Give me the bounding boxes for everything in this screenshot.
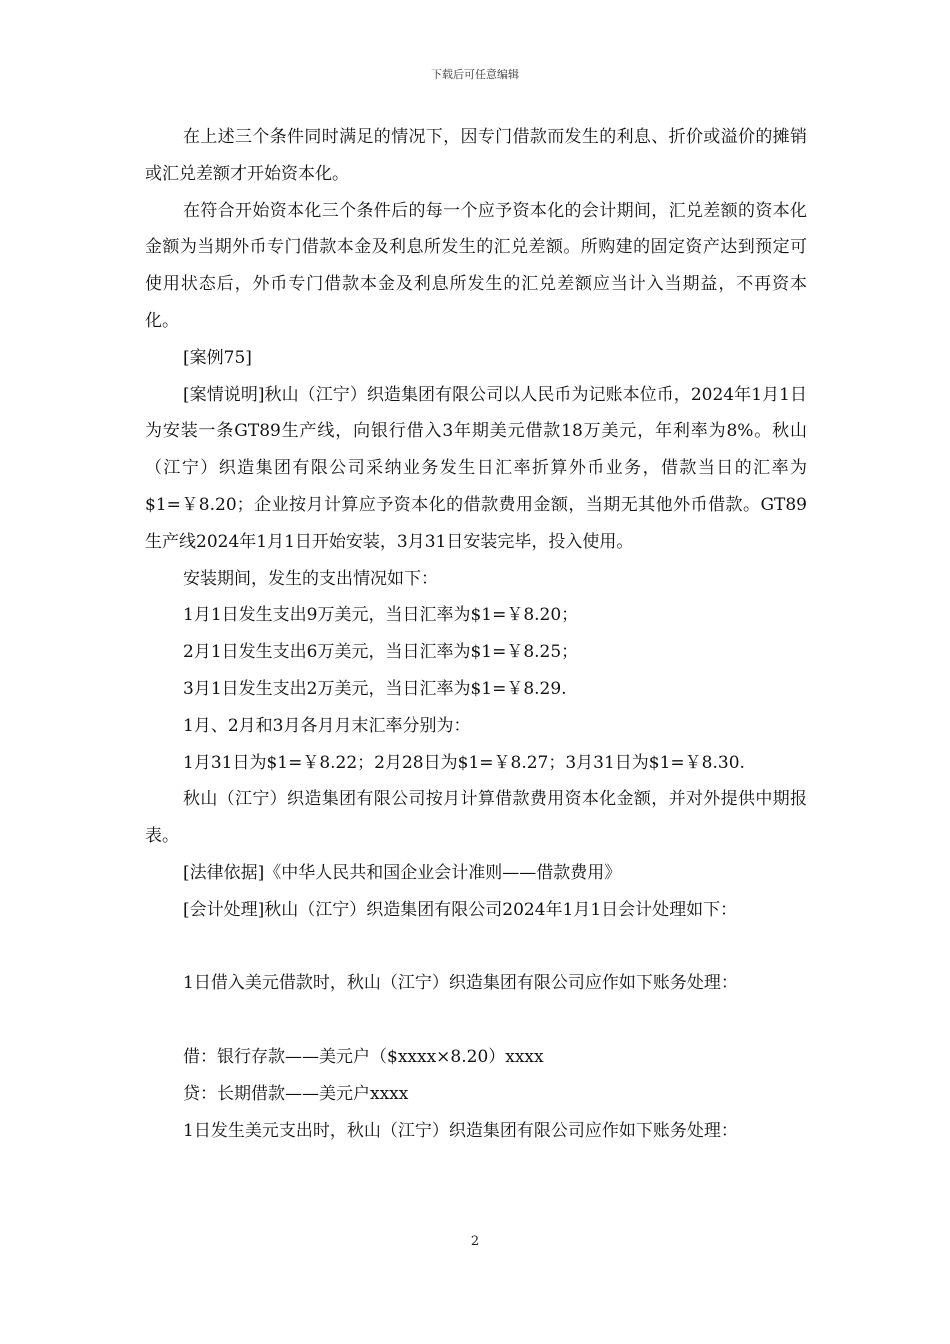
- credit-entry: 贷：长期借款——美元户xxxx: [183, 1083, 409, 1104]
- case-number: [案例75]: [183, 347, 252, 368]
- expenditure-jan: 1月1日发生支出9万美元，当日汇率为$1=￥8.20；: [183, 605, 579, 626]
- page-header: 下载后可任意编辑: [431, 68, 519, 81]
- document-body: [145, 119, 807, 1149]
- paragraph-exchange-difference: 在符合开始资本化三个条件后的每一个应予资本化的会计期间，汇兑差额的资本化金额为当期外币专门借款本金及利息所发生的汇兑差额。所购建的固定资产达到预定可使用状态后，外币专门借款本金及利息所发生的汇兑差额应当计入当期益，不再资本化。: [145, 200, 807, 331]
- legal-basis: [法律依据]《中华人民共和国企业会计准则——借款费用》: [183, 862, 622, 883]
- borrowing-entry-intro: 1日借入美元借款时，秋山（江宁）织造集团有限公司应作如下账务处理：: [183, 973, 738, 994]
- page-number: 2: [470, 1234, 480, 1249]
- blank-line: [145, 1002, 807, 1039]
- expenditure-intro: 安装期间，发生的支出情况如下：: [183, 568, 438, 589]
- debit-entry: 借：银行存款——美元户（$xxxx×8.20）xxxx: [183, 1046, 544, 1067]
- paragraph-capitalization-conditions: 在上述三个条件同时满足的情况下，因专门借款而发生的利息、折价或溢价的摊销或汇兑差额才开始资本化。: [145, 127, 807, 184]
- expenditure-entry-intro: 1日发生美元支出时，秋山（江宁）织造集团有限公司应作如下账务处理：: [183, 1120, 738, 1141]
- month-end-rates-intro: 1月、2月和3月各月月末汇率分别为：: [183, 715, 471, 736]
- monthly-capitalization-note: 秋山（江宁）织造集团有限公司按月计算借款费用资本化金额，并对外提供中期报表。: [145, 789, 807, 847]
- expenditure-feb: 2月1日发生支出6万美元，当日汇率为$1=￥8.25；: [183, 642, 579, 663]
- case-description: [案情说明]秋山（江宁）织造集团有限公司以人民币为记账本位币，2024年1月1日为安装一条GT89生产线，向银行借入3年期美元借款18万美元，年利率为8%。秋山（江宁）织造集团有限公司采纳业务发生日汇率折算外币业务，借款当日的汇率为$1=￥8.20；企业按月计算应予资本化的借款费用金额，当期无其他外币借款。GT89生产线2024年1月1日开始安装，3月31日安装完毕，投入使用。: [145, 384, 807, 552]
- month-end-rates: 1月31日为$1=￥8.22；2月28日为$1=￥8.27；3月31日为$1=￥8.30.: [183, 752, 745, 773]
- blank-line: [145, 929, 807, 966]
- expenditure-mar: 3月1日发生支出2万美元，当日汇率为$1=￥8.29.: [183, 678, 567, 699]
- accounting-treatment: [会计处理]秋山（江宁）织造集团有限公司2024年1月1日会计处理如下：: [183, 899, 738, 920]
